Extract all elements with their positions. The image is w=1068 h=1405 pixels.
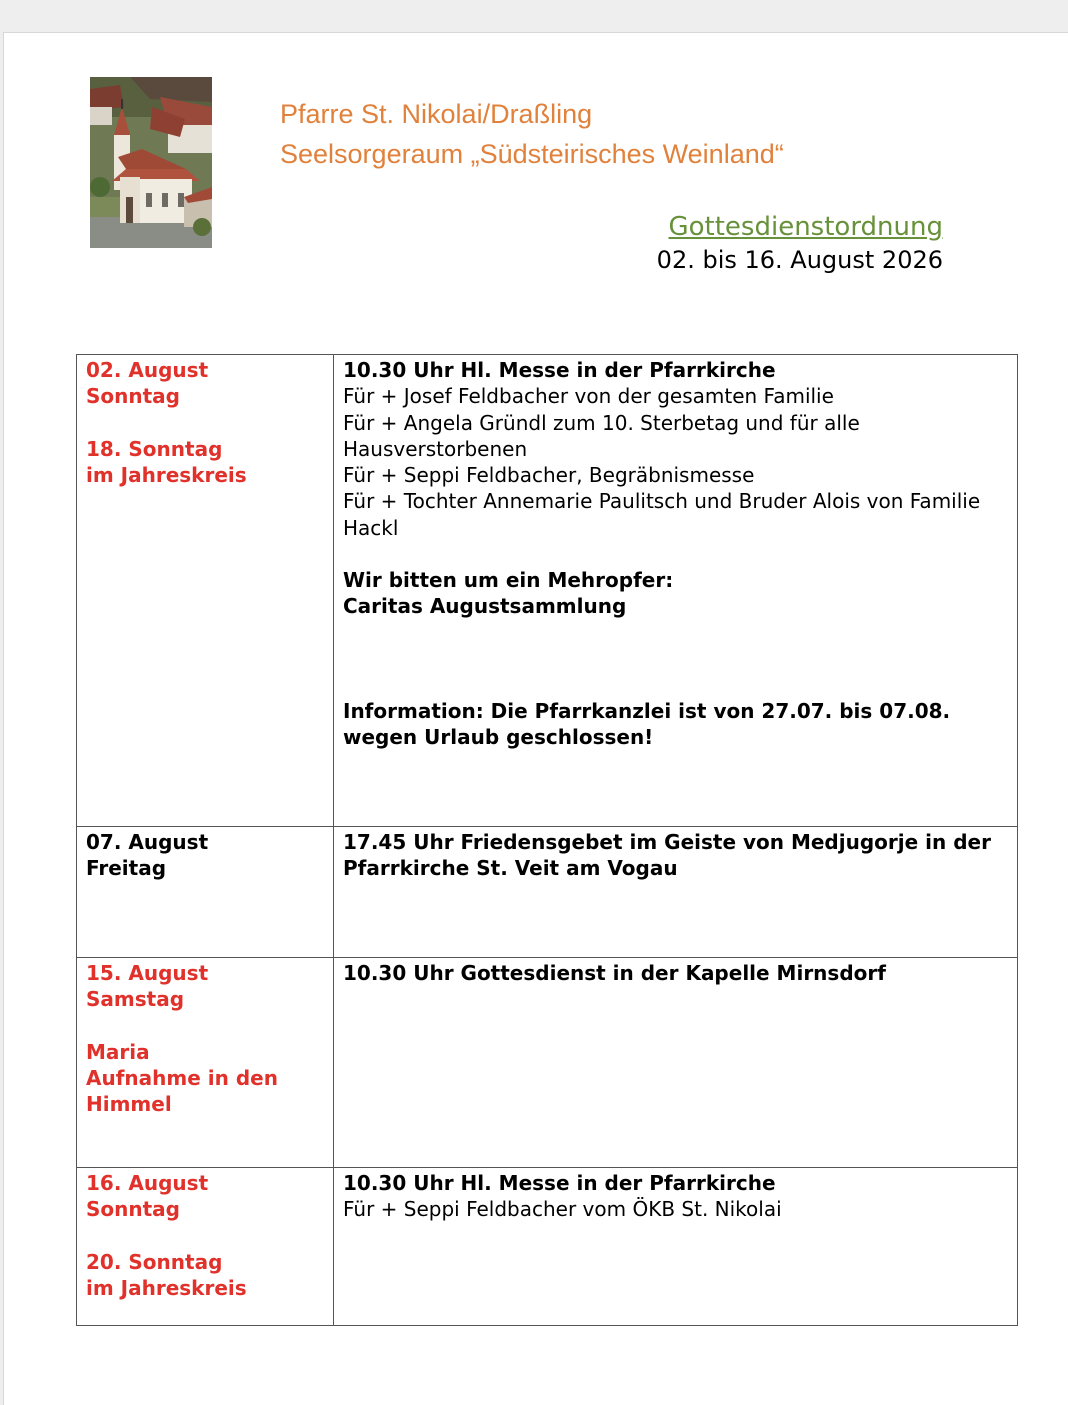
mass-intention: Für + Tochter Annemarie Paulitsch und Bruder Alois von Familie Hackl xyxy=(343,489,981,540)
church-photo xyxy=(90,77,212,248)
day-feast: Maria Aufnahme in den Himmel xyxy=(86,1039,278,1117)
parish-name: Pfarre St. Nikolai/Draßling xyxy=(280,99,593,129)
table-row xyxy=(77,958,1018,1168)
day-cell xyxy=(77,355,334,827)
service-schedule-table xyxy=(76,354,1018,1326)
event-cell xyxy=(334,1168,1018,1326)
offering-request: Wir bitten um ein Mehropfer: xyxy=(343,568,674,593)
day-cell xyxy=(77,827,334,958)
document-page xyxy=(3,32,1068,1405)
service-title: 10.30 Uhr Gottesdienst in der Kapelle Mirnsdorf xyxy=(343,961,886,985)
service-title: 17.45 Uhr Friedensgebet im Geiste von Medjugorje in der Pfarrkirche St. Veit am Vogau xyxy=(343,830,991,881)
pastoral-region: Seelsorgeraum „Südsteirisches Weinland“ xyxy=(280,139,784,169)
offering-purpose: Caritas Augustsammlung xyxy=(343,594,627,619)
spacer xyxy=(343,620,1011,646)
day-date: 07. August xyxy=(86,830,209,854)
day-date: 16. August xyxy=(86,1171,209,1195)
table-row xyxy=(77,827,1018,958)
day-weekday: Sonntag xyxy=(86,1197,180,1222)
document-title: Gottesdienstordnung xyxy=(668,212,943,242)
office-closure-info: Information: Die Pfarrkanzlei ist von 27.07. bis 07.08. wegen Urlaub geschlossen! xyxy=(343,698,951,749)
spacer xyxy=(86,1013,327,1039)
day-weekday: Samstag xyxy=(86,987,185,1012)
service-title: 10.30 Uhr Hl. Messe in der Pfarrkirche xyxy=(343,358,776,382)
church-image xyxy=(90,77,212,248)
event-cell xyxy=(334,355,1018,827)
day-weekday: Sonntag xyxy=(86,384,180,409)
spacer xyxy=(343,672,1011,698)
day-feast: 20. Sonntag im Jahreskreis xyxy=(86,1249,247,1300)
spacer xyxy=(343,541,1011,567)
mass-intention: Für + Seppi Feldbacher, Begräbnismesse xyxy=(343,463,755,488)
service-title: 10.30 Uhr Hl. Messe in der Pfarrkirche xyxy=(343,1171,776,1195)
day-date: 15. August xyxy=(86,961,209,985)
event-cell xyxy=(334,958,1018,1168)
date-period: 02. bis 16. August 2026 xyxy=(656,246,943,274)
table-row xyxy=(77,355,1018,827)
spacer xyxy=(86,410,327,436)
day-cell xyxy=(77,1168,334,1326)
mass-intention: Für + Angela Gründl zum 10. Sterbetag und für alle Hausverstorbenen xyxy=(343,410,860,461)
table-row xyxy=(77,1168,1018,1326)
event-cell xyxy=(334,827,1018,958)
mass-intention: Für + Josef Feldbacher von der gesamten Familie xyxy=(343,384,834,409)
mass-intention: Für + Seppi Feldbacher vom ÖKB St. Nikolai xyxy=(343,1197,782,1222)
day-feast: 18. Sonntag im Jahreskreis xyxy=(86,436,247,487)
day-cell xyxy=(77,958,334,1168)
day-weekday: Freitag xyxy=(86,856,167,881)
day-date: 02. August xyxy=(86,358,209,382)
spacer xyxy=(86,1223,327,1249)
spacer xyxy=(343,646,1011,672)
